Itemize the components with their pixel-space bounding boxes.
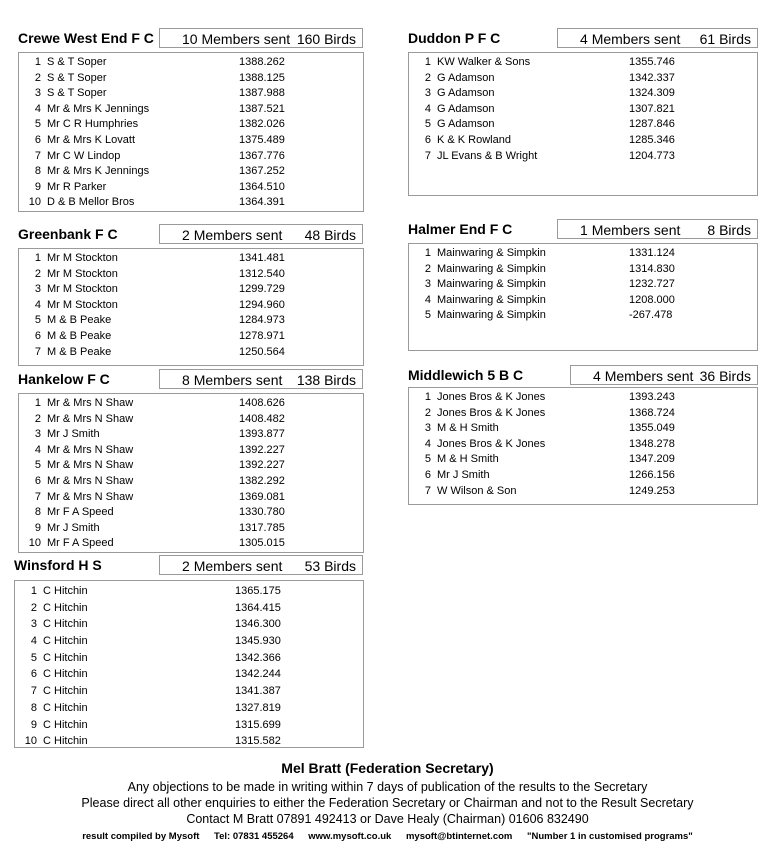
results-table [408,387,758,505]
result-velocity: 1294.960 [239,298,285,311]
result-name: G Adamson [437,71,495,84]
result-row [19,536,363,552]
result-name: M & H Smith [437,422,499,435]
result-position: 6 [34,329,41,342]
result-row [15,666,363,683]
result-row [19,443,363,459]
birds-count: 53 [304,558,321,574]
result-velocity: 1204.773 [629,149,675,162]
result-name: Mr & Mrs N Shaw [47,459,134,472]
result-row [19,117,363,133]
result-row [19,298,363,314]
result-velocity: 1284.973 [239,314,285,327]
result-name: C Hitchin [43,601,88,614]
members-label: Members sent [591,31,681,47]
result-velocity: 1367.776 [239,149,285,162]
compiler-credits [0,831,775,842]
result-name: Jones Bros & K Jones [437,391,546,403]
result-position: 4 [34,298,41,311]
result-row [409,102,757,118]
objections-notice: Any objections to be made in writing within 7 days of publication of the results to the Secretary [127,780,648,794]
birds-label: Birds [324,31,356,47]
club-summary [557,28,758,48]
result-name: M & B Peake [47,345,112,358]
result-position: 5 [30,651,37,664]
results-table [408,52,758,196]
result-row [19,474,363,490]
compiler-email: mysoft@btinternet.com [405,831,513,842]
result-velocity: 1392.227 [239,443,285,456]
result-row [19,149,363,165]
result-row [19,396,363,412]
members-count: 4 [593,368,601,384]
result-name: Mr C R Humphries [47,118,139,131]
club-summary [159,224,363,244]
compiler-tagline: "Number 1 in customised programs" [527,831,693,842]
result-position: 4 [424,293,431,306]
result-velocity: 1392.227 [239,459,285,472]
result-position: 7 [424,484,431,497]
result-name: Mr & Mrs K Jennings [47,165,150,178]
result-velocity: 1232.727 [629,278,675,291]
results-table [408,243,758,351]
enquiries-notice: Please direct all other enquiries to either the Federation Secretary or Chairman and not to the Result Secretary [81,796,694,810]
result-row [19,180,363,196]
result-velocity: 1345.930 [235,635,281,648]
result-row [19,195,363,211]
result-row [409,117,757,133]
result-row [19,282,363,298]
result-velocity: 1287.846 [629,118,675,131]
result-name: D & B Mellor Bros [47,196,135,209]
result-velocity: 1364.510 [239,180,285,193]
result-velocity: 1341.481 [239,252,285,264]
result-velocity: 1342.366 [235,651,281,664]
result-position: 4 [424,102,431,115]
club-name: Greenbank F C [18,226,118,242]
members-label: Members sent [193,227,283,243]
result-position: 10 [28,537,41,550]
birds-count: 160 [296,31,321,47]
result-row [15,683,363,700]
birds-label: Birds [324,227,356,243]
birds-label: Birds [719,31,751,47]
result-row [19,102,363,118]
club-name: Duddon P F C [408,30,501,46]
members-sent [593,366,693,386]
result-row [19,329,363,345]
result-row [19,458,363,474]
result-position: 10 [24,735,37,748]
result-velocity: 1364.415 [235,601,281,614]
result-position: 3 [34,283,41,296]
members-sent [580,220,680,240]
result-row [19,86,363,102]
result-velocity: 1331.124 [629,247,675,259]
result-name: M & H Smith [437,453,499,466]
result-position: 5 [424,309,431,322]
result-position: 2 [424,406,431,419]
club-summary [570,365,758,385]
result-name: Mr J Smith [47,521,100,534]
result-position: 3 [34,428,41,441]
result-velocity: 1314.830 [629,262,675,275]
birds-count: 61 [699,31,716,47]
result-row [409,308,757,324]
result-position: 1 [30,585,37,597]
result-row [409,262,757,278]
result-velocity: 1307.821 [629,102,675,115]
result-row [19,164,363,180]
birds-sent [700,29,751,49]
result-position: 5 [34,118,41,131]
club-name: Halmer End F C [408,221,513,237]
result-name: Mr M Stockton [47,267,118,280]
result-row [409,452,757,468]
result-row [19,490,363,506]
result-row [409,277,757,293]
result-position: 3 [424,422,431,435]
result-name: C Hitchin [43,735,88,748]
result-velocity: 1393.877 [239,428,285,441]
result-row [409,437,757,453]
result-name: S & T Soper [47,71,107,84]
result-velocity: 1393.243 [629,391,675,403]
result-row [19,267,363,283]
result-name: M & B Peake [47,314,112,327]
result-position: 1 [34,56,41,68]
result-name: Mr M Stockton [47,283,118,296]
result-position: 4 [34,102,41,115]
result-velocity: 1365.175 [235,585,281,597]
result-name: Mr & Mrs N Shaw [47,474,134,487]
result-velocity: 1375.489 [239,133,285,146]
compiler-phone: Tel: 07831 455264 [214,831,294,842]
result-name: G Adamson [437,118,495,131]
birds-count: 48 [304,227,321,243]
members-label: Members sent [193,558,283,574]
result-velocity: 1324.309 [629,87,675,100]
result-position: 2 [34,412,41,425]
result-velocity: 1388.125 [239,71,285,84]
result-position: 8 [30,701,37,714]
result-name: C Hitchin [43,618,88,631]
result-row [409,133,757,149]
members-label: Members sent [201,31,291,47]
result-row [409,71,757,87]
result-velocity: 1346.300 [235,618,281,631]
result-velocity: 1387.521 [239,102,285,115]
result-name: Mainwaring & Simpkin [437,278,546,291]
result-position: 4 [30,635,37,648]
result-position: 1 [34,397,41,409]
result-name: C Hitchin [43,685,88,698]
result-name: Mr & Mrs N Shaw [47,412,134,425]
result-position: 8 [34,165,41,178]
result-position: 1 [424,391,431,403]
result-velocity: 1387.988 [239,87,285,100]
results-table [14,580,364,748]
birds-label: Birds [719,368,751,384]
members-count: 4 [580,31,588,47]
result-position: 2 [30,601,37,614]
birds-count: 36 [699,368,716,384]
result-row [19,251,363,267]
result-velocity: 1266.156 [629,468,675,481]
result-position: 6 [424,468,431,481]
result-velocity: 1208.000 [629,293,675,306]
result-velocity: 1368.724 [629,406,675,419]
birds-sent [305,556,356,576]
result-row [15,650,363,667]
result-position: 6 [30,668,37,681]
result-velocity: 1299.729 [239,283,285,296]
result-position: 1 [34,252,41,264]
birds-sent [707,220,751,240]
members-sent [182,370,282,390]
result-row [409,421,757,437]
result-position: 2 [34,71,41,84]
club-name: Winsford H S [14,557,102,573]
result-name: C Hitchin [43,718,88,731]
result-row [15,600,363,617]
members-label: Members sent [193,372,283,388]
result-velocity: 1382.292 [239,474,285,487]
result-name: KW Walker & Sons [437,56,531,68]
result-velocity: 1355.049 [629,422,675,435]
result-velocity: 1342.244 [235,668,281,681]
result-velocity: 1315.699 [235,718,281,731]
result-velocity: 1355.746 [629,56,675,68]
result-position: 3 [424,278,431,291]
results-table [18,52,364,212]
result-name: G Adamson [437,102,495,115]
result-name: Mr & Mrs K Jennings [47,102,150,115]
result-row [19,427,363,443]
club-summary [557,219,758,239]
result-position: 5 [34,459,41,472]
birds-label: Birds [324,372,356,388]
result-name: Mr M Stockton [47,298,118,311]
result-velocity: 1382.026 [239,118,285,131]
result-position: 6 [34,133,41,146]
result-row [15,583,363,600]
result-position: 4 [34,443,41,456]
contact-line: Contact M Bratt 07891 492413 or Dave Healy (Chairman) 01606 832490 [186,812,589,826]
result-velocity: 1369.081 [239,490,285,503]
result-velocity: 1408.482 [239,412,285,425]
result-row [15,733,363,750]
result-velocity: 1367.252 [239,165,285,178]
result-velocity: 1315.582 [235,735,281,748]
result-name: K & K Rowland [437,133,511,146]
result-row [19,313,363,329]
result-row [409,390,757,406]
result-position: 3 [30,618,37,631]
result-row [409,55,757,71]
result-name: Mr F A Speed [47,506,114,519]
result-name: Jones Bros & K Jones [437,406,546,419]
result-name: Mr & Mrs N Shaw [47,397,134,409]
compiler-website: www.mysoft.co.uk [308,831,392,842]
result-velocity: 1388.262 [239,56,285,68]
result-name: Mr F A Speed [47,537,114,550]
result-velocity: 1364.391 [239,196,285,209]
result-name: Mr & Mrs N Shaw [47,443,134,456]
result-position: 2 [34,267,41,280]
result-velocity: 1250.564 [239,345,285,358]
result-position: 8 [34,506,41,519]
birds-sent [297,370,356,390]
result-name: Mainwaring & Simpkin [437,309,546,322]
result-velocity: 1348.278 [629,437,675,450]
members-sent [182,225,282,245]
result-row [409,293,757,309]
result-name: W Wilson & Son [437,484,517,497]
members-count: 1 [580,222,588,238]
result-row [19,412,363,428]
result-velocity: 1341.387 [235,685,281,698]
members-label: Members sent [591,222,681,238]
result-name: M & B Peake [47,329,112,342]
result-row [19,345,363,361]
result-velocity: 1278.971 [239,329,285,342]
result-position: 9 [30,718,37,731]
result-name: Mr R Parker [47,180,107,193]
result-name: Mr J Smith [437,468,490,481]
result-velocity: 1330.780 [239,506,285,519]
members-count: 2 [182,227,190,243]
result-name: C Hitchin [43,651,88,664]
result-name: S & T Soper [47,87,107,100]
club-summary [159,369,363,389]
result-row [19,71,363,87]
result-name: Mr J Smith [47,428,100,441]
secretary-title: Mel Bratt (Federation Secretary) [281,760,494,776]
result-velocity: 1327.819 [235,701,281,714]
club-name: Middlewich 5 B C [408,367,524,383]
result-position: 2 [424,71,431,84]
results-table [18,393,364,553]
result-name: Mr C W Lindop [47,149,121,162]
result-position: 7 [30,685,37,698]
results-table [18,248,364,366]
result-velocity: 1249.253 [629,484,675,497]
result-name: Mr M Stockton [47,252,118,264]
result-name: Mr & Mrs K Lovatt [47,133,136,146]
result-row [19,133,363,149]
birds-label: Birds [719,222,751,238]
birds-count: 138 [296,372,321,388]
result-velocity: 1408.626 [239,397,285,409]
result-position: 3 [34,87,41,100]
result-position: 9 [34,521,41,534]
result-position: 7 [34,490,41,503]
result-row [409,149,757,165]
result-row [409,468,757,484]
result-name: C Hitchin [43,585,88,597]
birds-count: 8 [707,222,716,238]
birds-label: Birds [324,558,356,574]
result-position: 6 [424,133,431,146]
result-name: C Hitchin [43,635,88,648]
result-position: 6 [34,474,41,487]
result-row [409,484,757,500]
result-position: 5 [424,118,431,131]
result-position: 9 [34,180,41,193]
members-sent [182,556,282,576]
result-velocity: 1347.209 [629,453,675,466]
result-velocity: 1342.337 [629,71,675,84]
result-name: Mainwaring & Simpkin [437,262,546,275]
members-count: 2 [182,558,190,574]
result-position: 7 [34,345,41,358]
result-name: C Hitchin [43,668,88,681]
compiled-by: result compiled by Mysoft [82,831,200,842]
result-name: S & T Soper [47,56,107,68]
result-row [19,55,363,71]
result-row [409,246,757,262]
members-sent [182,29,290,49]
club-name: Hankelow F C [18,371,110,387]
members-count: 10 [182,31,198,47]
result-position: 7 [424,149,431,162]
result-position: 10 [28,196,41,209]
result-row [15,616,363,633]
result-name: Mr & Mrs N Shaw [47,490,134,503]
result-velocity: 1305.015 [239,537,285,550]
result-row [15,700,363,717]
result-row [409,86,757,102]
result-velocity: 1317.785 [239,521,285,534]
result-position: 5 [34,314,41,327]
result-name: Mainwaring & Simpkin [437,247,546,259]
result-velocity: 1285.346 [629,133,675,146]
result-name: C Hitchin [43,701,88,714]
result-position: 7 [34,149,41,162]
result-row [409,406,757,422]
result-row [15,717,363,734]
result-row [19,521,363,537]
club-name: Crewe West End F C [18,30,154,46]
result-position: 5 [424,453,431,466]
club-summary [159,555,363,575]
result-velocity: -267.478 [629,309,673,322]
result-position: 4 [424,437,431,450]
members-sent [580,29,680,49]
result-row [19,505,363,521]
members-label: Members sent [604,368,694,384]
result-position: 3 [424,87,431,100]
birds-sent [700,366,751,386]
result-name: Jones Bros & K Jones [437,437,546,450]
result-position: 2 [424,262,431,275]
result-velocity: 1312.540 [239,267,285,280]
result-row [15,633,363,650]
result-name: Mainwaring & Simpkin [437,293,546,306]
result-position: 1 [424,56,431,68]
result-position: 1 [424,247,431,259]
club-summary [159,28,363,48]
result-name: G Adamson [437,87,495,100]
result-name: JL Evans & B Wright [437,149,538,162]
members-count: 8 [182,372,190,388]
birds-sent [305,225,356,245]
birds-sent [297,29,356,49]
